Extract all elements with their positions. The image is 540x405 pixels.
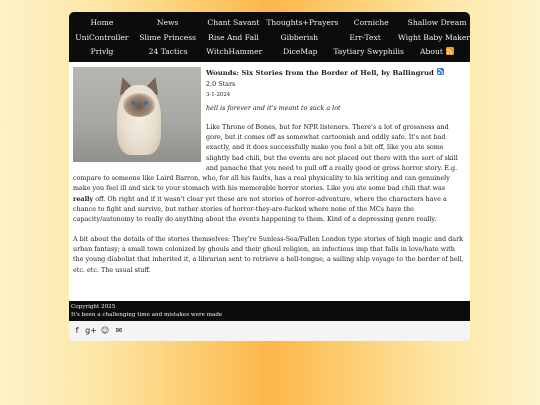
post-paragraph-2: A bit about the details of the stories themselves: They're Sunless-Sea/Fallen London type stories of high magic and dark urban fantasy; a small town colonized by ghouls and their ghoul religion, an infectious imp that falls in love/hate with the young diabolist that inherited it, a librarian sent to retrieve a hell-tongue, a sailing ship voyage to the border of hell, etc. etc. The usual stuff. [73,234,464,274]
nav-privlg[interactable]: Privlg [90,47,114,56]
nav-news[interactable]: News [156,18,179,27]
footer-copyright: Copyright 2025 [71,303,116,310]
post-paragraph-1-text-a: Like Throne of Bones, but for NPR listeners. There's a lot of grossness and gore, but it comes off as somewhat cartoonish and oddly safe. It's not bad exactly, and it does successfully make you feel a bit off, like you ate some slightly bad chili, but the events are not placed out there with the sort of skill and panache that you need to pull off a really good or gross horror story. E.g. compare to someone like Laird Barron, who, for all his faults, has a real physicality to his writing and can genuinely make you feel ill and sick to your stomach with his memorable horror stories. Like you ate some bad chili that was [73,122,458,193]
google-plus-icon[interactable]: g+ [85,326,97,335]
nav-shallow-dream[interactable]: Shallow Dream [407,18,467,27]
post-paragraph-1-bold: really [73,194,94,203]
post-thumbnail-image [73,67,201,162]
post-rating: 2.0 Stars [206,79,236,88]
nav-about-item [404,45,470,60]
kitten-eye-right [143,101,148,105]
nav-thoughts-prayers[interactable]: Thoughts+Prayers [266,18,339,27]
reddit-icon[interactable]: ☺ [100,326,110,335]
nav-dicemap[interactable]: DiceMap [283,47,318,56]
nav-about[interactable]: About [420,47,443,56]
nav-chant-savant[interactable]: Chant Savant [207,18,260,27]
post-content [69,62,470,301]
nav-home[interactable]: Home [90,18,114,27]
nav-witchhammer[interactable]: WitchHammer [206,47,263,56]
rss-feed-icon[interactable] [446,47,454,55]
nav-wight-baby-maker[interactable]: Wight Baby Maker [397,32,471,42]
nav-slime-princess[interactable]: Slime Princess [139,32,197,42]
nav-row-2 [69,31,470,46]
nav-rise-and-fall[interactable]: Rise And Fall [208,32,259,42]
nav-24-tactics[interactable]: 24 Tactics [148,47,188,56]
post-feed-icon[interactable] [437,68,444,75]
share-bar [69,321,470,341]
nav-unicontroller[interactable]: UniController [75,32,129,42]
kitten-face [123,93,155,117]
footer-tagline: It's been a challenging time and mistakes were made [71,312,223,318]
top-navigation [69,12,470,62]
nav-row-3 [69,45,470,60]
email-icon[interactable]: ✉ [115,326,123,335]
nav-gibberish[interactable]: Gibberish [280,32,319,42]
nav-corniche[interactable]: Corniche [353,18,389,27]
post-title[interactable]: Wounds: Six Stories from the Border of Hell, by Ballingrud [206,68,434,77]
nav-taytiary-swyphilis[interactable]: Taytiary Swyphilis [333,47,404,56]
kitten-eye-left [131,101,136,105]
post-paragraph-1-text-b: off. Oh right and if it wasn't clear yet these are not stories of horror-adventure, where the characters have a chance to fight and survive, but rather stories of horror-they-are-fucked where none of the MCs have the capacity/autonomy to really do anything about the events happening to them. Kind of a depressing genre really. [73,194,447,224]
nav-err-text[interactable]: Err-Text [349,32,381,42]
facebook-icon[interactable]: f [75,326,79,335]
page-footer [69,301,470,321]
post-date: 3-1-2024 [206,92,231,99]
page-container [69,12,470,341]
post-tagline: hell is forever and it's meant to suck a lot [206,104,341,113]
nav-row-1 [69,16,470,31]
